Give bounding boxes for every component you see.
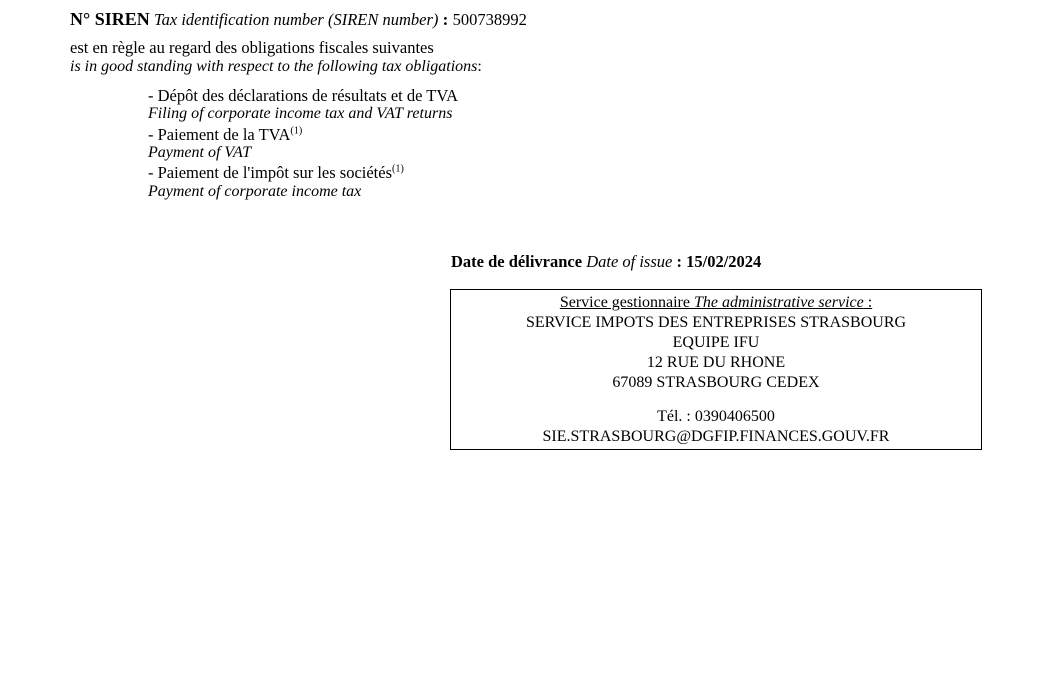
- service-email: SIE.STRASBOURG@DGFIP.FINANCES.GOUV.FR: [542, 428, 890, 445]
- intro-text-en: is in good standing with respect to the following tax obligations: [70, 58, 478, 75]
- service-address-line-3: 12 RUE DU RHONE: [646, 354, 786, 371]
- obligation-3-fr-note: (1): [392, 163, 404, 175]
- service-box-title-en: The administrative service: [693, 294, 864, 311]
- intro-text-en-colon: :: [477, 58, 482, 75]
- obligation-1-fr-text: - Dépôt des déclarations de résultats et de TVA: [148, 86, 459, 105]
- obligation-item-2-en: Payment of VAT: [148, 144, 252, 161]
- service-address-line-1: SERVICE IMPOTS DES ENTREPRISES STRASBOURG: [525, 314, 907, 331]
- issue-date-line: [451, 253, 761, 270]
- service-address-line-4: 67089 STRASBOURG CEDEX: [612, 374, 820, 391]
- obligation-item-2-fr: [148, 126, 302, 143]
- service-box-title-fr: Service gestionnaire: [559, 294, 694, 311]
- siren-line: [70, 10, 527, 29]
- obligation-item-1-fr: [148, 87, 458, 104]
- siren-value: 500738992: [452, 10, 527, 29]
- administrative-service-box: [450, 289, 982, 450]
- intro-text-en-wrap: [70, 59, 482, 76]
- obligation-item-3-en: Payment of corporate income tax: [148, 183, 362, 200]
- intro-text-fr: est en règle au regard des obligations fiscales suivantes: [70, 38, 434, 57]
- obligation-2-fr-note: (1): [290, 125, 303, 137]
- obligation-item-1-en: Filing of corporate income tax and VAT returns: [148, 105, 453, 122]
- service-address-line-2: EQUIPE IFU: [672, 334, 760, 351]
- issue-date-value: 15/02/2024: [686, 252, 762, 271]
- service-box-title-colon: :: [863, 294, 873, 311]
- obligation-2-fr-text: - Paiement de la TVA: [148, 125, 291, 144]
- siren-label-en: Tax identification number (SIREN number): [153, 10, 439, 29]
- service-box-title: [451, 293, 981, 313]
- siren-colon: :: [442, 10, 449, 29]
- service-phone: Tél. : 0390406500: [657, 408, 775, 425]
- obligation-3-fr-text: - Paiement de l'impôt sur les sociétés: [148, 163, 393, 182]
- issue-date-label-en: Date of issue: [586, 252, 673, 271]
- service-box-spacer: [451, 393, 981, 407]
- siren-label-fr: N° SIREN: [70, 9, 150, 29]
- issue-date-label-fr: Date de délivrance: [451, 252, 583, 271]
- issue-date-colon: :: [676, 252, 682, 271]
- obligation-item-3-fr: [148, 164, 404, 181]
